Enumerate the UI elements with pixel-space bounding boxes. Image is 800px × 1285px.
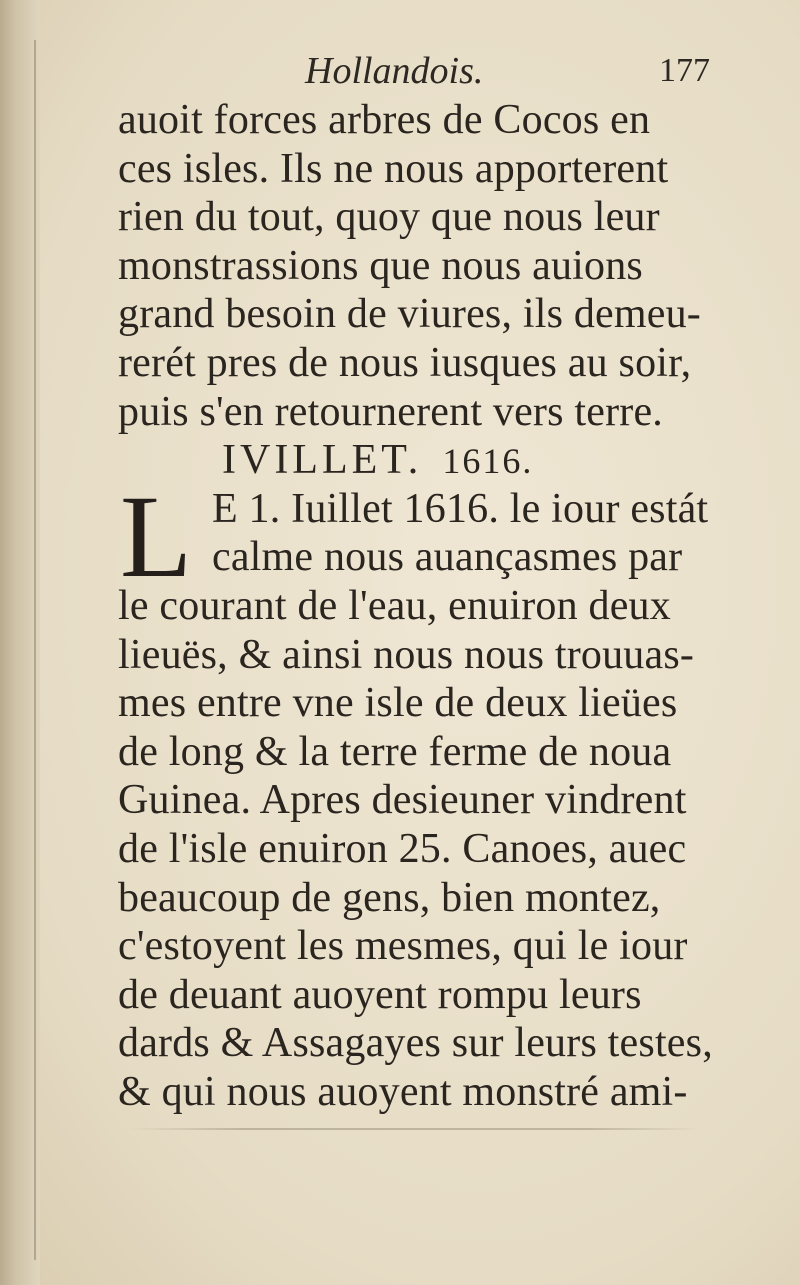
binding-edge (34, 40, 36, 1260)
running-head: Hollandois. (305, 50, 484, 92)
text-line: monstrassions que nous auions (118, 242, 643, 289)
text-line: calme nous auançasmes par (212, 534, 683, 581)
text-line: lieuës, & ainsi nous nous trouuas- (118, 631, 695, 678)
page-header (120, 46, 710, 96)
text-line: de deuant auoyent rompu leurs (118, 971, 642, 1018)
text-line: grand besoin de viures, ils demeu- (118, 291, 701, 338)
text-line: mes entre vne isle de deux lieües (118, 680, 678, 727)
drop-cap: L (120, 470, 193, 602)
text-line: puis s'en retournerent vers terre. (118, 388, 663, 435)
text-line: ces isles. Ils ne nous apporterent (118, 145, 669, 192)
text-line: de long & la terre ferme de noua (118, 728, 672, 775)
text-line: Guinea. Apres desieuner vindrent (118, 777, 687, 824)
text-line: beaucoup de gens, bien montez, (118, 874, 661, 921)
bleed-through-rule (130, 1128, 700, 1130)
text-line: de l'isle enuiron 25. Canoes, auec (118, 825, 687, 872)
text-line: le courant de l'eau, enuiron deux (118, 582, 671, 629)
heading-year: 1616. (442, 441, 534, 482)
text-line: rien du tout, quoy que nous leur (118, 194, 660, 241)
heading-month: IVILLET. (222, 437, 423, 484)
dropcap-paragraph (118, 470, 709, 602)
text-line: & qui nous auoyent monstré ami- (118, 1068, 688, 1115)
text-block (118, 96, 713, 1116)
text-line: auoit forces arbres de Cocos en (118, 97, 651, 143)
text-line: dards & Assagayes sur leurs testes, (118, 1020, 713, 1067)
text-line: c'estoyent les mesmes, qui le iour (118, 923, 688, 970)
page-number: 177 (659, 52, 710, 89)
section-heading (118, 436, 708, 485)
text-line: rerét pres de nous iusques au soir, (118, 339, 692, 386)
text-line: E 1. Iuillet 1616. le iour estát (212, 485, 709, 532)
